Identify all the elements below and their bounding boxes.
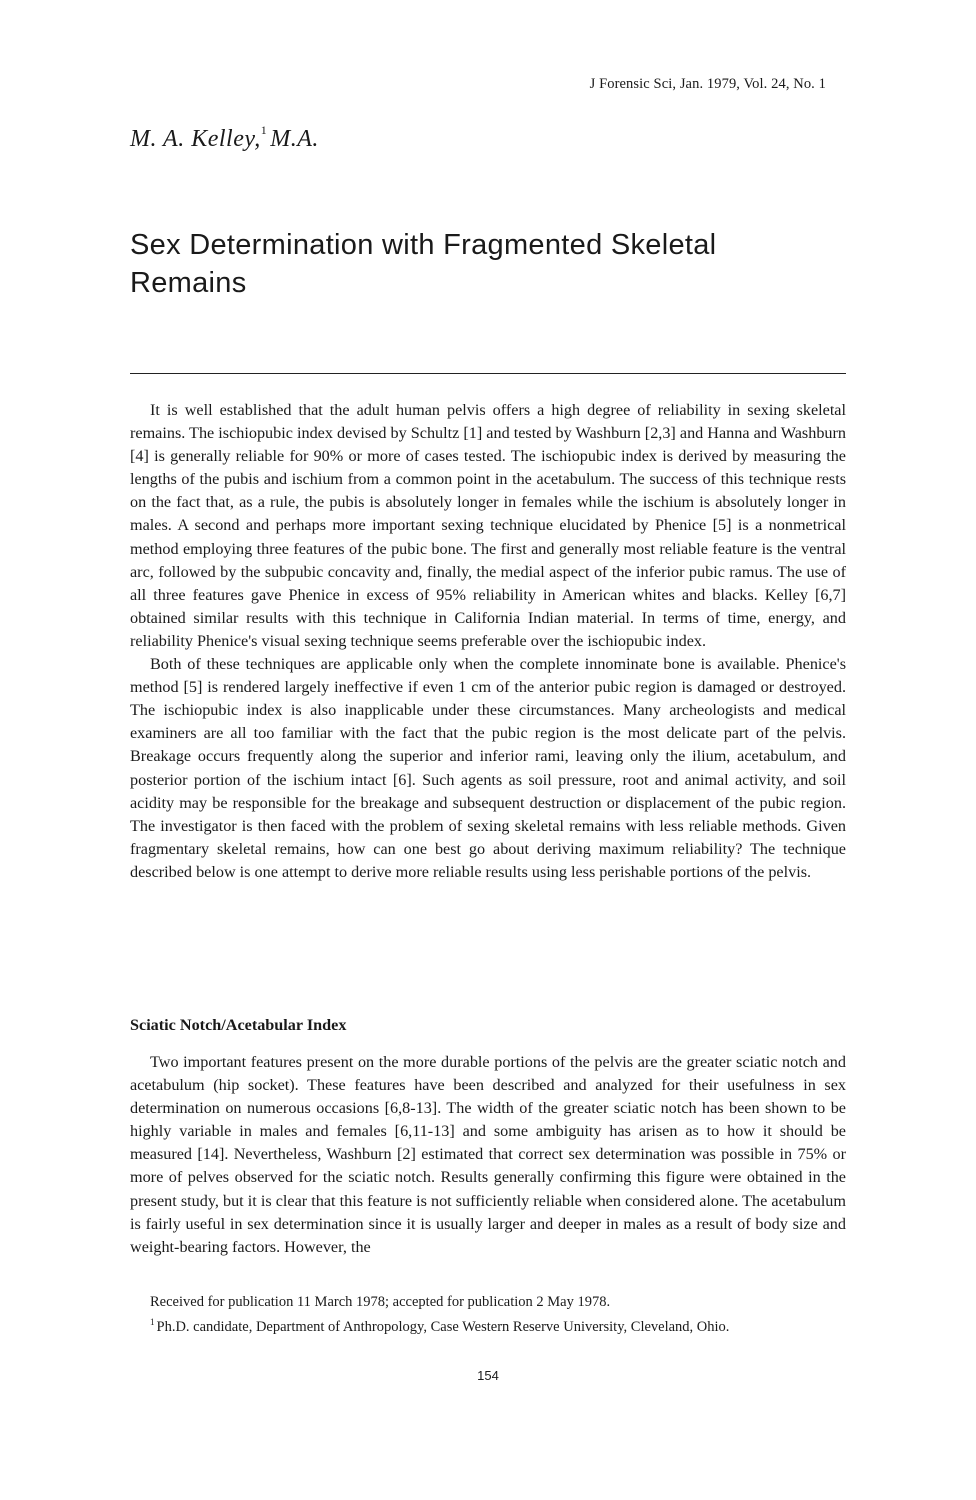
affiliation-mark: 1 bbox=[150, 1316, 155, 1327]
received-note: Received for publication 11 March 1978; accepted for publication 2 May 1978. bbox=[150, 1294, 611, 1310]
intro-paragraph-2: Both of these techniques are applicable only when the complete innominate bone is available. Phenice's method [5] is rendered largely ineffective if even 1 cm of the anterior pubic region is damaged or destroyed. The ischiopubic index is also inapplicable under these circumstances. Many archeologists and medical examiners are all too familiar with the fact that the pubic region is the most delicate part of the pelvis. Breakage occurs frequently along the superior and inferior rami, leaving only the ilium, acetabulum, and posterior portion of the ischium intact [6]. Such agents as soil pressure, root and animal activity, and soil acidity may be responsible for the breakage and subsequent destruction or displacement of the pubic region. The investigator is then faced with the problem of sexing skeletal remains with less reliable methods. Given fragmentary skeletal remains, how can one best go about deriving maximum reliability? The technique described below is one attempt to derive more reliable results using less perishable portions of the pelvis. bbox=[130, 655, 846, 881]
intro-paragraph-1: It is well established that the adult human pelvis offers a high degree of reliability in sexing skeletal remains. The ischiopubic index devised by Schultz [1] and tested by Washburn [2,3] and Hanna and Washburn [4] is generally reliable for 90% or more of cases tested. The ischiopubic index is derived by measuring the lengths of the pubis and ischium from a common point in the acetabulum. The success of this technique rests on the fact that, as a rule, the pubis is absolutely longer in females while the ischium is absolutely longer in males. A second and perhaps more important sexing technique elucidated by Phenice [5] is a nonmetrical method employing three features of the pubic bone. The first and generally most reliable feature is the ventral arc, followed by the subpubic concavity and, finally, the medial aspect of the inferior pubic ramus. The use of all three features gave Phenice in excess of 95% reliability in American whites and blacks. Kelley [6,7] obtained similar results with this technique in California Indian material. In terms of time, energy, and reliability Phenice's visual sexing technique seems preferable over the ischiopubic index. bbox=[130, 401, 846, 650]
affiliation-note bbox=[130, 1313, 846, 1338]
footnotes bbox=[130, 1293, 846, 1337]
author-name: M. A. Kelley, bbox=[130, 126, 261, 152]
author-degree: M.A. bbox=[270, 126, 319, 152]
author-line bbox=[130, 123, 319, 153]
page-number: 154 bbox=[477, 1368, 499, 1383]
section-heading: Sciatic Notch/Acetabular Index bbox=[130, 1016, 347, 1034]
affiliation-text: Ph.D. candidate, Department of Anthropology, Case Western Reserve University, Cleveland, Ohio. bbox=[156, 1318, 730, 1335]
section-paragraph-1: Two important features present on the more durable portions of the pelvis are the greater sciatic notch and acetabulum (hip socket). These features have been described and analyzed for their usefulness in sex determination on numerous occasions [6,8-13]. The width of the greater sciatic notch has been shown to be highly variable in males and females [6,11-13] and some ambiguity has arisen as to how it should be measured [14]. Nevertheless, Washburn [2] estimated that correct sex determination was possible in 75% or more of pelves observed for the sciatic notch. Results generally confirming this figure were obtained in the present study, but it is clear that this feature is not sufficiently reliable when considered alone. The acetabulum is fairly useful in sex determination since it is usually larger and deeper in males as a result of body size and weight-bearing factors. However, the bbox=[130, 1053, 846, 1256]
title-divider bbox=[130, 373, 846, 374]
journal-reference: J Forensic Sci, Jan. 1979, Vol. 24, No. 1 bbox=[589, 76, 826, 92]
intro-section bbox=[130, 399, 846, 884]
article-title: Sex Determination with Fragmented Skeletal Remains bbox=[130, 229, 717, 299]
author-footnote-mark: 1 bbox=[260, 123, 268, 137]
section-body bbox=[130, 1051, 846, 1259]
